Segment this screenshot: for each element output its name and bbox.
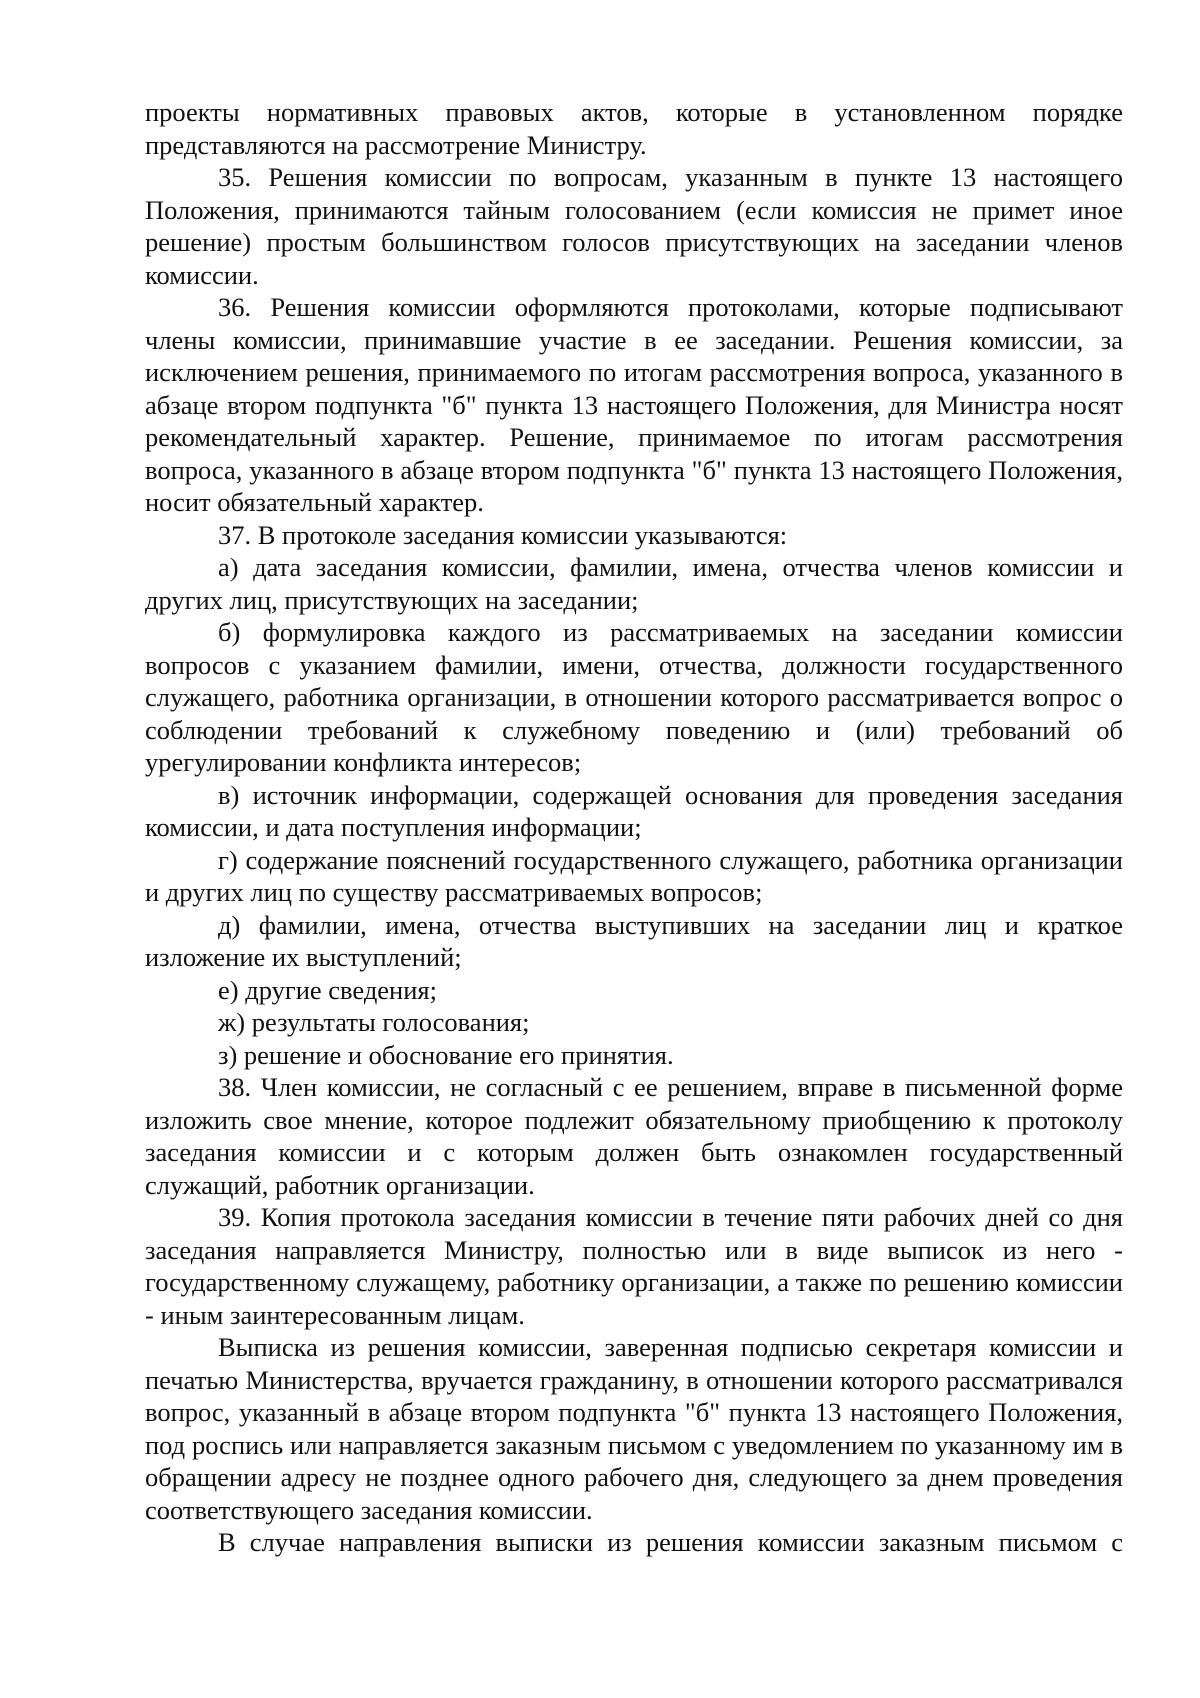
paragraph-37-v: в) источник информации, содержащей основания для проведения заседания комиссии, и дата поступления информации;	[145, 779, 1123, 842]
paragraph-37-d: д) фамилии, имена, отчества выступивших на заседании лиц и краткое изложение их выступлений;	[145, 909, 1123, 972]
paragraph-38: 38. Член комиссии, не согласный с ее решением, вправе в письменной форме изложить свое мнение, которое подлежит обязательному приобщению к протоколу заседания комиссии и с которым должен быть ознакомлен государственный служащий, работник организации.	[145, 1072, 1123, 1200]
paragraph-37-z: з) решение и обоснование его принятия.	[218, 1039, 674, 1070]
paragraph-37-a: а) дата заседания комиссии, фамилии, имена, отчества членов комиссии и других лиц, присутствующих на заседании;	[145, 552, 1123, 615]
document-page	[145, 96, 1123, 1559]
paragraph-35: 35. Решения комиссии по вопросам, указанным в пункте 13 настоящего Положения, принимаются тайным голосованием (если комиссия не примет иное решение) простым большинством голосов присутствующих на заседании членов комиссии.	[145, 162, 1123, 290]
paragraph-37: 37. В протоколе заседания комиссии указываются:	[218, 519, 788, 550]
paragraph-continuation: проекты нормативных правовых актов, которые в установленном порядке представляются на рассмотрение Министру.	[145, 97, 1123, 160]
paragraph-37-e: е) другие сведения;	[218, 974, 437, 1005]
paragraph-37-g: г) содержание пояснений государственного служащего, работника организации и других лиц по существу рассматриваемых вопросов;	[145, 844, 1123, 907]
paragraph-39: 39. Копия протокола заседания комиссии в течение пяти рабочих дней со дня заседания направляется Министру, полностью или в виде выписок из него - государственному служащему, работнику организации, а также по решению комиссии - иным заинтересованным лицам.	[145, 1202, 1123, 1330]
paragraph-39-mail: В случае направления выписки из решения комиссии заказным письмом с	[218, 1527, 1123, 1557]
paragraph-36: 36. Решения комиссии оформляются протоколами, которые подписывают члены комиссии, принимавшие участие в ее заседании. Решения комиссии, за исключением решения, принимаемого по итогам рассмотрения вопроса, указанного в абзаце втором подпункта "б" пункта 13 настоящего Положения, для Министра носят рекомендательный характер. Решение, принимаемое по итогам рассмотрения вопроса, указанного в абзаце втором подпункта "б" пункта 13 настоящего Положения, носит обязательный характер.	[145, 292, 1123, 517]
paragraph-37-zh: ж) результаты голосования;	[218, 1007, 530, 1037]
paragraph-39-extract: Выписка из решения комиссии, заверенная подписью секретаря комиссии и печатью Министерства, вручается гражданину, в отношении которого рассматривался вопрос, указанный в абзаце втором подпункта "б" пункта 13 настоящего Положения, под роспись или направляется заказным письмом с уведомлением по указанному им в обращении адресу не позднее одного рабочего дня, следующего за днем проведения соответствующего заседания комиссии.	[145, 1332, 1123, 1525]
paragraph-37-b: б) формулировка каждого из рассматриваемых на заседании комиссии вопросов с указанием фамилии, имени, отчества, должности государственного служащего, работника организации, в отношении которого рассматривается вопрос о соблюдении требований к служебному поведению и (или) требований об урегулировании конфликта интересов;	[145, 617, 1123, 777]
